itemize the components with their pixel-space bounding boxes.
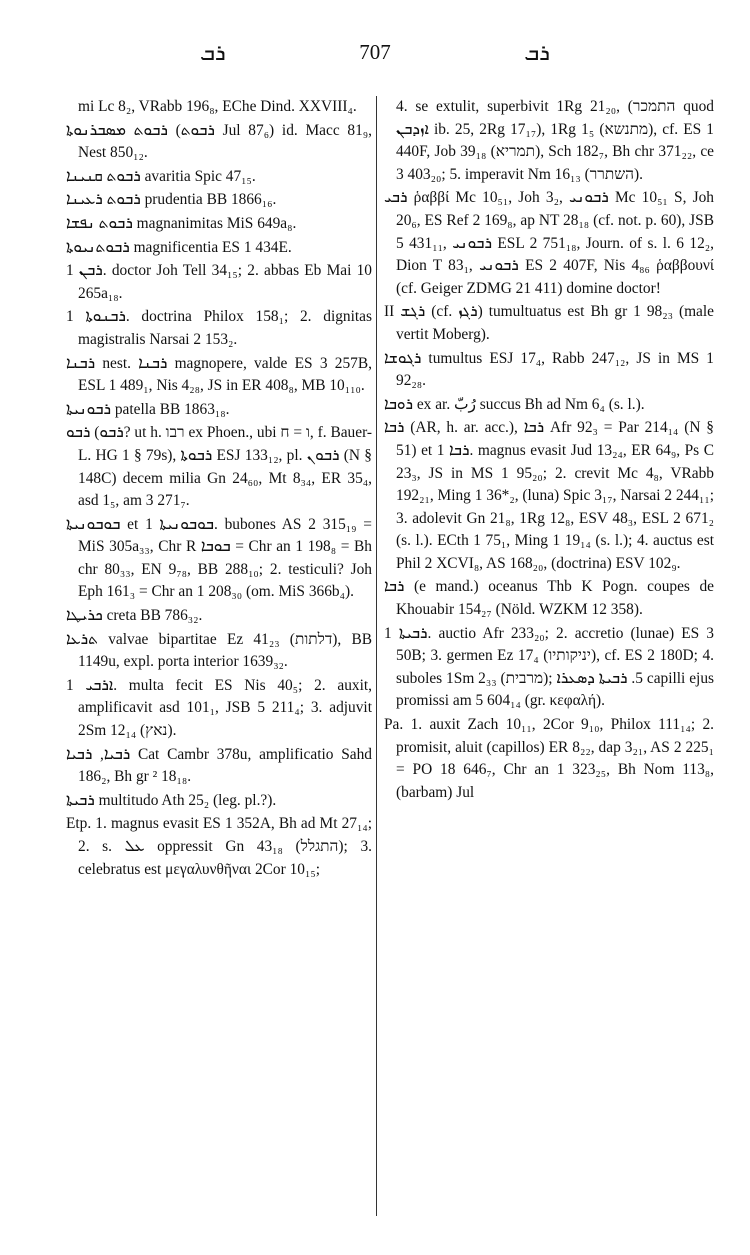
dictionary-entry: ܪܒܐ (e mand.) oceanus Thb K Pogn. coupes de Khouabir 154₂₇ (Nöld. WZKM 12 358). — [384, 578, 714, 619]
running-head-right: ܪܒ — [524, 40, 550, 65]
dictionary-entry: ܪܒܘܬ ܩܢܝܢܐ avaritia Spic 47₁₅. — [66, 167, 256, 185]
dictionary-entry: ܪܒܢܐ nest. ܪܒܢܐ magnopere, valde ES 3 257B, ESL 1 489₁, Nis 4₂₈, JS in ER 408₈, MB 10₁₁₀. — [66, 354, 372, 395]
dictionary-entry: mi Lc 8₂, VRabb 196₈, EChe Dind. XXVIII₄. — [78, 98, 357, 115]
dictionary-entry: ܪܒܝܬܐ multitudo Ath 25₂ (leg. pl.?). — [66, 791, 277, 809]
dictionary-entry: Etp. 1. magnus evasit ES 1 352A, Bh ad Mt 27₁₄; 2. s. ܥܠ oppressit Gn 43₁₈ (התגלל); 3. celebratus est μεγαλυνθῆναι 2Cor 10₁₅; — [66, 815, 372, 878]
dictionary-entry: ܪܘܒܐ ex ar. رُبّ succus Bh ad Nm 6₄ (s. l.). — [384, 395, 645, 413]
page-number: 707 — [359, 40, 391, 64]
dictionary-entry: ܬܪܥܐ valvae bipartitae Ez 41₂₃ (דלתות), BB 1149u, expl. porta interior 1639₃₂. — [66, 630, 372, 671]
dictionary-entry: ܐܪܒܝ 1. multa fecit ES Nis 40₅; 2. auxit, amplificavit asd 101₁, JSB 5 211₄; 3. adjuvit 2Sm 12₁₄ (נאץ). — [66, 676, 372, 740]
dictionary-entry: ܟܪܝܛܐ creta BB 786₃₂. — [66, 607, 203, 625]
dictionary-entry: II ܪܓܫ (cf. ܪܓܙ) tumultuatus est Bh gr 1 98₂₃ (male vertit Moberg). — [384, 303, 715, 343]
column-divider — [376, 96, 377, 1216]
page-header — [60, 40, 690, 70]
dictionary-entry: ܒܘܒܘܢܝܬܐ et ܒܘܒܘܢܝܬܐ 1. bubones AS 2 315₁₉ = MiS 305a₃₃, Chr R ܒܘܒܐ = Chr an 1 198₈ = Bh chr 80₃₃, EN 9₇₈, BB 288₁₀; 2. testiculi? Joh Eph 161₃ = Chr an 1 208₃₀ (om. MiS 366b₄). — [66, 515, 372, 601]
dictionary-entry: ܪܒܝܐ, ܪܒܝܐ Cat Cambr 378u, amplificatio Sahd 186₂, Bh gr ² 18₁₈. — [66, 745, 372, 786]
dictionary-entry: 4. se extulit, superbivit 1Rg 21₂₀, (התמכר quod ܐܙܕܒܢ ib. 25, 2Rg 17₁₇), 1Rg 1₅ (מתנשא), cf. ES 1 440F, Job 39₁₈ (תמריא), Sch 182₇, Bh chr 371₂₂, ce 3 403₂₀; 5. imperavit Nm 16₁₃ (השתרר). — [396, 98, 714, 183]
dictionary-entry: ܪܒܝ ῥαββί Mc 10₅₁, Joh 3₂, ܪܒܘܢܝ Mc 10₅₁ S, Joh 20₆, ES Ref 2 169₈, ap NT 28₁₈ (cf. not. p. 60), JSB 5 431₁₁, ܪܒܘܢܝ ESL 2 751₁₈, Journ. of s. l. 6 12₂, Dion T 83₁, ܪܒܘܢܝ ES 2 407F, Nis 4₈₆ ῥαββουνί (cf. Geiger ZDMG 21 411) domine doctor! — [384, 189, 714, 297]
dictionary-entry: ܪܒܐ (AR, h. ar. acc.), ܪܒܐ Afr 92₃ = Par 214₁₄ (N § 51) et ܪܒܐ 1. magnus evasit Jud 13₂₄, ER 64₉, Ps C 23₃, JS in MS 1 95₂₀; 2. crevit Mc 4₈, VRabb 192₂₁, Ming 1 36*₂, (luna) Spic 3₁₇, Narsai 2 244₁₁; 3. adolevit Gn 21₈, 1Rg 12₈, ESV 48₃, ESL 2 671₂ (s. l.). ECth 1 75₁, Ming 1 19₁₄ (s. l.); 4. auctus est Phil 2 XCVI₈, AS 168₂₀, (doctrina) ESV 102₉. — [384, 419, 715, 572]
dictionary-entry: ܪܒܘܬ ܡܣܒܪܢܘܬܐ (ܪܒܘܬ Jul 87₆) id. Macc 81₉, Nest 850₁₂. — [66, 121, 372, 162]
dictionary-entry: ܪܒܘܢܝܬܐ patella BB 1863₁₈. — [66, 400, 230, 418]
right-column — [384, 96, 714, 805]
dictionary-entry: ܪܓܘܫܐ tumultus ESJ 17₄, Rabb 247₁₂, JS in MS 1 92₂₈. — [384, 349, 714, 390]
left-column — [66, 96, 372, 882]
dictionary-entry: ܪܒܘ (ܪܒܘ? ut h. רבו ex Phoen., ubi ו = ח, f. Bauer-L. HG 1 § 79s), ܪܒܘܬܐ ESJ 133₁₂, pl. ܪܒܘܢ (N § 148C) decem milia Gn 24₆₀, Mt 8₃₄, ER 35₄, asd 1₅, am 3 271₇. — [66, 424, 373, 510]
dictionary-entry: ܪܒܝܬܐ 1. auctio Afr 233₂₀; 2. accretio (lunae) ES 3 50B; 3. germen Ez 17₄ (יניקותיו), cf. ES 2 180D; 4. suboles 1Sm 2₃₃ (מרבית); 5. ܪܒܝܬܐ ܕܣܥܪܐ capilli ejus promissi am 5 604₁₄ (gr. κεφαλή). — [384, 624, 714, 710]
dictionary-entry: ܪܒܘܬ ܢܦܫܐ magnanimitas MiS 649a₈. — [66, 214, 297, 232]
dictionary-entry: ܪܒܘܬ ܪܥܝܢܐ prudentia BB 1866₁₆. — [66, 191, 277, 209]
dictionary-entry: ܪܒܘܬܢܝܘܬܐ magnificentia ES 1 434E. — [66, 238, 292, 256]
dictionary-entry: Pa. 1. auxit Zach 10₁₁, 2Cor 9₁₀, Philox 111₁₄; 2. promisit, aluit (capillos) ER 8₂₂, dap 3₂₁, AS 2 225₁ = PO 18 646₇, Chr an 1 323₂₅, Bh Nom 113₈, (barbam) Jul — [384, 716, 714, 801]
dictionary-entry: ܪܒܢܘܬܐ 1. doctrina Philox 158₁; 2. dignitas magistralis Narsai 2 153₂. — [66, 308, 372, 348]
running-head-left: ܪܒ — [200, 40, 226, 65]
dictionary-entry: ܪܒܢ 1. doctor Joh Tell 34₁₅; 2. abbas Eb Mai 10 265a₁₈. — [66, 262, 372, 302]
